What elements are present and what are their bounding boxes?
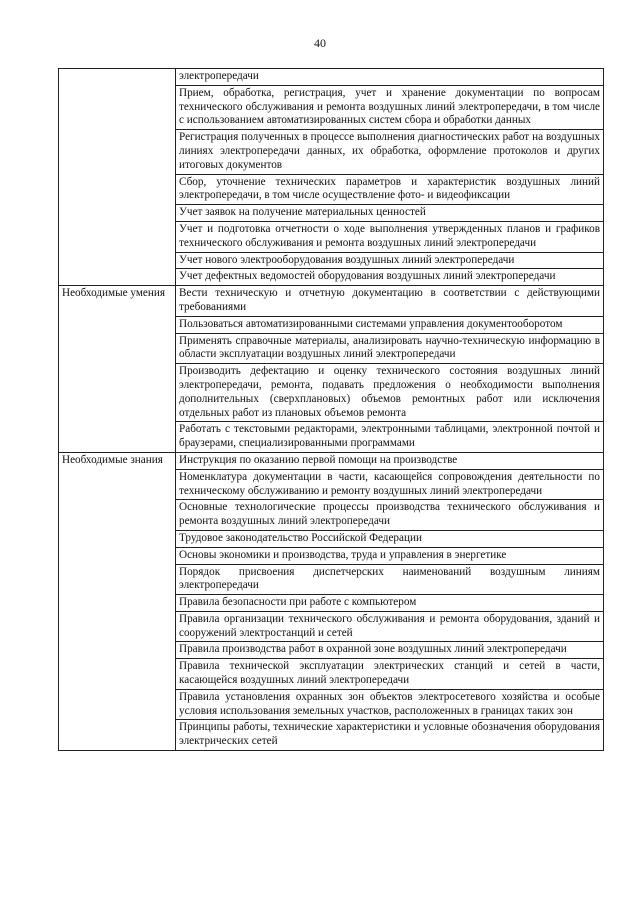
table-cell: Порядок присвоения диспетчерских наименований воздушным линиям электропередачи <box>176 564 604 595</box>
table-row <box>59 69 604 86</box>
table-cell: Вести техническую и отчетную документацию в соответствии с действующими требованиями <box>176 286 604 317</box>
table-cell: Производить дефектацию и оценку технического состояния воздушных линий электропередачи, ремонта, подавать предложения о необходимости выполнения дополнительных (сверхплановых) объемов ремонтных работ или исключения отдельных работ из плановых объемов ремонта <box>176 364 604 422</box>
section-label-knowledge: Необходимые знания <box>59 452 176 750</box>
table-cell: Учет дефектных ведомостей оборудования воздушных линий электропередачи <box>176 269 604 286</box>
table-cell: Принципы работы, технические характеристики и условные обозначения оборудования электрических сетей <box>176 720 604 751</box>
table-cell: Трудовое законодательство Российской Федерации <box>176 530 604 547</box>
table-row <box>59 452 604 469</box>
table-cell: Прием, обработка, регистрация, учет и хранение документации по вопросам технического обслуживания и ремонта воздушных линий электропередачи, в том числе с использованием автоматизированных систем сбора и обработки данных <box>176 85 604 129</box>
table-cell: Инструкция по оказанию первой помощи на производстве <box>176 452 604 469</box>
qualification-table <box>58 68 604 751</box>
section-label-skills: Необходимые умения <box>59 286 176 453</box>
table-cell: Регистрация полученных в процессе выполнения диагностических работ на воздушных линиях электропередачи данных, их обработка, оформление протоколов и других итоговых документов <box>176 130 604 174</box>
table-cell: Основы экономики и производства, труда и управления в энергетике <box>176 547 604 564</box>
table-cell: Правила производства работ в охранной зоне воздушных линий электропередачи <box>176 642 604 659</box>
table-cell: Сбор, уточнение технических параметров и характеристик воздушных линий электропередачи, в том числе осуществление фото- и видеофиксации <box>176 174 604 205</box>
table-cell: Правила безопасности при работе с компьютером <box>176 595 604 612</box>
table-cell: Применять справочные материалы, анализировать научно-техническую информацию в области эксплуатации воздушных линий электропередачи <box>176 333 604 364</box>
section-label-labor-actions <box>59 69 176 286</box>
table-cell: Пользоваться автоматизированными системами управления документооборотом <box>176 316 604 333</box>
table-row <box>59 286 604 317</box>
table-cell: Учет нового электрооборудования воздушных линий электропередачи <box>176 252 604 269</box>
table-cell: Номенклатура документации в части, касающейся сопровождения деятельности по техническому обслуживанию и ремонту воздушных линий электропередачи <box>176 469 604 500</box>
table-cell: электропередачи <box>176 69 604 86</box>
table-cell: Работать с текстовыми редакторами, электронными таблицами, электронной почтой и браузерами, специализированными программами <box>176 422 604 453</box>
table-cell: Правила организации технического обслуживания и ремонта оборудования, зданий и сооружений электростанций и сетей <box>176 611 604 642</box>
table-cell: Учет заявок на получение материальных ценностей <box>176 205 604 222</box>
table-cell: Правила установления охранных зон объектов электросетевого хозяйства и особые условия использования земельных участков, расположенных в границах таких зон <box>176 689 604 720</box>
table-cell: Правила технической эксплуатации электрических станций и сетей в части, касающейся воздушных линий электропередачи <box>176 659 604 690</box>
table-cell: Основные технологические процессы производства технического обслуживания и ремонта воздушных линий электропередачи <box>176 500 604 531</box>
page-number: 40 <box>314 36 326 50</box>
table-cell: Учет и подготовка отчетности о ходе выполнения утвержденных планов и графиков технического обслуживания и ремонта воздушных линий электропередачи <box>176 221 604 252</box>
